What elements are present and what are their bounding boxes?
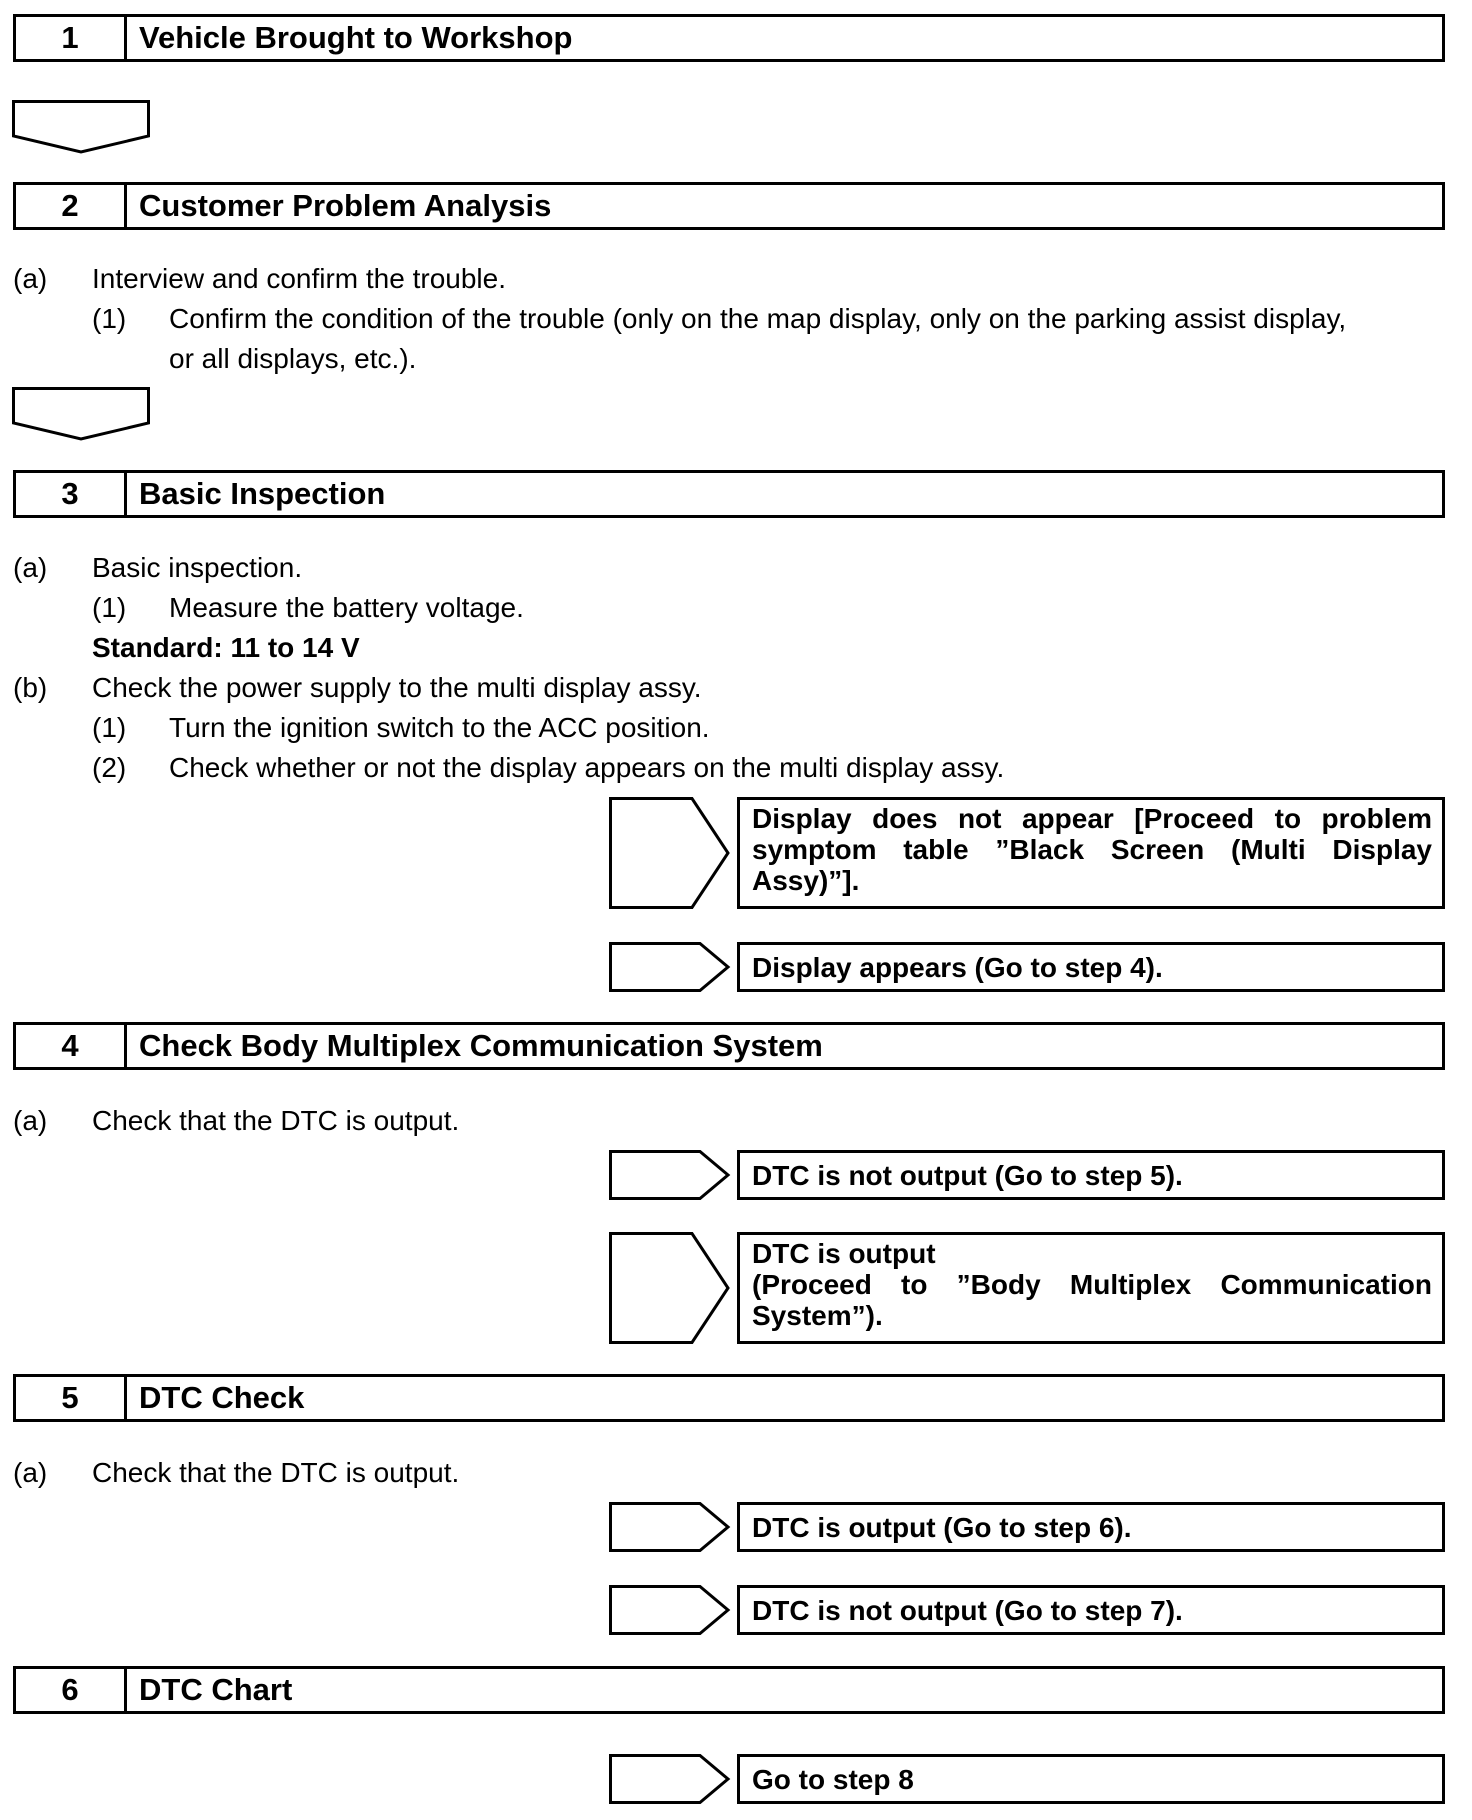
step-number: 6 bbox=[16, 1669, 127, 1711]
result-arrow-icon bbox=[609, 1502, 731, 1552]
result-box: DTC is not output (Go to step 7). bbox=[737, 1585, 1445, 1635]
step-number: 3 bbox=[16, 473, 127, 515]
result-line: (Proceed to ”Body Multiplex Communication System”). bbox=[752, 1269, 1432, 1331]
item-label: (a) bbox=[13, 1105, 48, 1136]
step-title: Check Body Multiplex Communication System bbox=[139, 1028, 823, 1063]
flow-down-arrow-icon bbox=[12, 387, 150, 441]
item-text: Check whether or not the display appears on the multi display assy. bbox=[169, 752, 1005, 783]
step-title: DTC Chart bbox=[139, 1672, 293, 1707]
step-number: 4 bbox=[16, 1025, 127, 1067]
item-label: (2) bbox=[92, 752, 127, 783]
result-box: DTC is not output (Go to step 5). bbox=[737, 1150, 1445, 1200]
item-label: (a) bbox=[13, 552, 48, 583]
step-number: 1 bbox=[16, 17, 127, 59]
item-text-continuation: or all displays, etc.). bbox=[169, 343, 417, 374]
step-number: 5 bbox=[16, 1377, 127, 1419]
step-3-header bbox=[13, 470, 1445, 518]
step-title: Basic Inspection bbox=[139, 476, 386, 511]
step-title: DTC Check bbox=[139, 1380, 305, 1415]
step-1-header bbox=[13, 14, 1445, 62]
standard-value: Standard: 11 to 14 V bbox=[92, 632, 360, 663]
item-text: Measure the battery voltage. bbox=[169, 592, 524, 623]
result-box: DTC is output (Go to step 6). bbox=[737, 1502, 1445, 1552]
step-title: Vehicle Brought to Workshop bbox=[139, 20, 573, 55]
result-arrow-icon bbox=[609, 942, 731, 992]
result-box bbox=[737, 1232, 1445, 1344]
item-label: (1) bbox=[92, 303, 127, 334]
result-arrow-icon bbox=[609, 1232, 731, 1344]
result-line: DTC is output bbox=[752, 1238, 936, 1269]
item-label: (a) bbox=[13, 263, 48, 294]
item-text: Confirm the condition of the trouble (only on the map display, only on the parking assist display, bbox=[169, 303, 1347, 334]
step-4-header bbox=[13, 1022, 1445, 1070]
result-box: Display does not appear [Proceed to problem symptom table ”Black Screen (Multi Display Assy)”]. bbox=[737, 797, 1445, 909]
step-6-header bbox=[13, 1666, 1445, 1714]
item-text: Check the power supply to the multi display assy. bbox=[92, 672, 702, 703]
result-box: Display appears (Go to step 4). bbox=[737, 942, 1445, 992]
item-text: Interview and confirm the trouble. bbox=[92, 263, 506, 294]
step-5-header bbox=[13, 1374, 1445, 1422]
flow-down-arrow-icon bbox=[12, 100, 150, 154]
result-arrow-icon bbox=[609, 1585, 731, 1635]
step-number: 2 bbox=[16, 185, 127, 227]
item-label: (1) bbox=[92, 592, 127, 623]
result-arrow-icon bbox=[609, 797, 731, 909]
result-arrow-icon bbox=[609, 1754, 731, 1804]
result-arrow-icon bbox=[609, 1150, 731, 1200]
item-text: Check that the DTC is output. bbox=[92, 1457, 460, 1488]
item-label: (b) bbox=[13, 672, 48, 703]
item-label: (1) bbox=[92, 712, 127, 743]
result-box: Go to step 8 bbox=[737, 1754, 1445, 1804]
item-text: Basic inspection. bbox=[92, 552, 303, 583]
item-text: Turn the ignition switch to the ACC position. bbox=[169, 712, 710, 743]
step-2-header bbox=[13, 182, 1445, 230]
item-text: Check that the DTC is output. bbox=[92, 1105, 460, 1136]
step-title: Customer Problem Analysis bbox=[139, 188, 552, 223]
item-label: (a) bbox=[13, 1457, 48, 1488]
